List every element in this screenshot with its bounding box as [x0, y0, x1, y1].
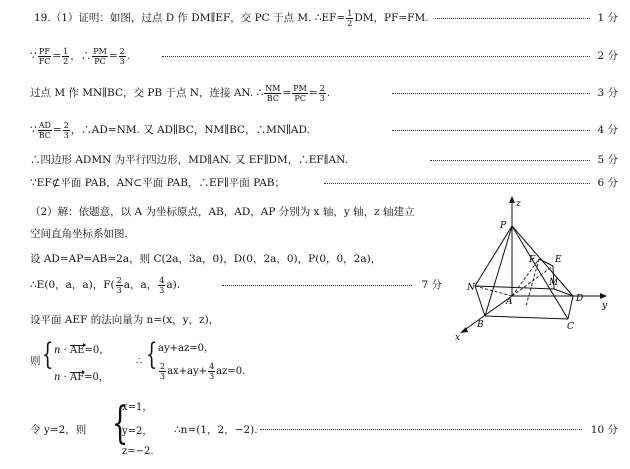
fraction: $\frac{4}{3}$: [159, 275, 165, 295]
dot-leader: [392, 130, 590, 132]
solution-line-7: （2）解：依题意，以 A 为坐标原点，AB，AD，AP 分别为 x 轴，y 轴，z 轴建立: [30, 206, 415, 218]
x-axis: [463, 296, 512, 331]
score-label: 3 分: [597, 87, 618, 99]
label-A: A: [506, 297, 513, 307]
score-label: 4 分: [597, 124, 618, 136]
fraction: $\frac{2}{3}$: [119, 46, 125, 66]
score-label: 7 分: [421, 279, 442, 291]
label-C: C: [567, 322, 574, 332]
fraction: $\frac{1}{2}$: [347, 8, 353, 28]
fraction: $\frac{4}{3}$: [209, 362, 215, 381]
dot-leader: [430, 160, 590, 162]
label-P: P: [500, 221, 507, 231]
score-label: 2 分: [597, 50, 618, 62]
left-brace: {: [41, 337, 54, 372]
line-1-text-a: 19.（1）证明：如图，过点 D 作 DM∥EF，交 PC 于点 M. ∴EF=: [34, 12, 346, 24]
equation-system-1: 则 { n · AE=0， n · AF=0， ∴ { ay+az=0， $\frac{2}{3}$ ax+ay+ $\frac{4}{3}$ az=0.: [30, 337, 246, 383]
solution-line-3: 过点 M 作 MN∥BC，交 PB 于点 N，连接 AN. ∴ $\frac{NM}{BC}$ = $\frac{PM}{PC}$ = $\frac{2}{3}$ . 3 分: [30, 83, 618, 103]
fraction: $\frac{2}{3}$: [116, 275, 122, 295]
solution-line-9: 设 AD=AP=AB=2a，则 C(2a，3a，0)，D(0，2a，0)，P(0，0，2a)，: [30, 253, 382, 265]
solution-line-10: ∴E(0，a，a)，F( $\frac{2}{3}$ a，a， $\frac{4}{3}$ a). 7 分: [30, 275, 442, 295]
dot-leader: [222, 285, 412, 287]
dot-leader: [260, 429, 582, 431]
score-label: 5 分: [597, 154, 618, 166]
line-1-text-b: DM，PF=FM.: [354, 12, 429, 24]
therefore-sign: ∴: [136, 356, 143, 367]
solution-line-4: ∵ $\frac{AD}{BC}$ = $\frac{2}{3}$ ，∴AD=NM. 又 AD∥BC，NM∥BC，∴MN∥AD. 4 分: [30, 120, 618, 140]
fraction: $\frac{2}{3}$: [319, 83, 325, 103]
label-y: y: [602, 301, 608, 311]
label-z: z: [516, 199, 521, 209]
fraction: $\frac{2}{3}$: [160, 362, 166, 381]
label-N: N: [467, 283, 475, 293]
dot-leader: [392, 93, 590, 95]
fraction: $\frac{PM}{PC}$: [93, 46, 107, 66]
solution-line-6: ∵EF⊄平面 PAB，AN⊂平面 PAB，∴EF∥平面 PAB； 6 分: [12, 172, 618, 194]
solution-line-5: ∴四边形 ADMN 为平行四边形，MD∥AN. 又 EF∥DM，∴EF∥AN. 5 分: [12, 149, 618, 171]
left-brace: {: [111, 398, 129, 449]
fraction: $\frac{1}{2}$: [63, 46, 69, 66]
system-prefix: 令 y=2，则: [30, 424, 87, 436]
solution-line-8: 空间直角坐标系如图.: [30, 228, 128, 240]
equation-system-2: 令 y=2，则 { x=1， y=2， z=−2. ∴n=(1，2，−2). 10 分: [30, 398, 618, 457]
score-label: 6 分: [597, 177, 618, 189]
fraction: $\frac{PF}{FC}$: [38, 46, 51, 66]
label-F: F: [529, 255, 536, 265]
label-D: D: [576, 294, 584, 304]
fraction: $\frac{2}{3}$: [63, 120, 69, 140]
system-prefix: 则: [30, 355, 41, 367]
score-label: 1 分: [597, 12, 618, 24]
label-B: B: [477, 320, 484, 330]
dot-leader: [324, 183, 590, 185]
solution-line-1: [12, 7, 618, 29]
score-label: 10 分: [590, 424, 618, 436]
left-brace: {: [145, 337, 158, 372]
solution-line-2: ∵ $\frac{PF}{FC}$ = $\frac{1}{2}$ ，∴ $\frac{PM}{PC}$ = $\frac{2}{3}$ . 2 分: [30, 46, 618, 66]
fraction: $\frac{PM}{PC}$: [293, 83, 307, 103]
label-x: x: [455, 333, 461, 341]
label-M: M: [549, 278, 559, 288]
pyramid-figure: [455, 196, 615, 341]
dot-leader: [162, 56, 590, 58]
fraction: $\frac{NM}{BC}$: [265, 83, 281, 103]
fraction: $\frac{AD}{BC}$: [38, 120, 51, 140]
solution-line-11: 设平面 AEF 的法向量为 n=(x，y，z)，: [30, 314, 220, 326]
label-E: E: [555, 255, 562, 265]
normal-vector-result: ∴n=(1，2，−2).: [174, 424, 258, 436]
dot-leader: [435, 18, 590, 20]
